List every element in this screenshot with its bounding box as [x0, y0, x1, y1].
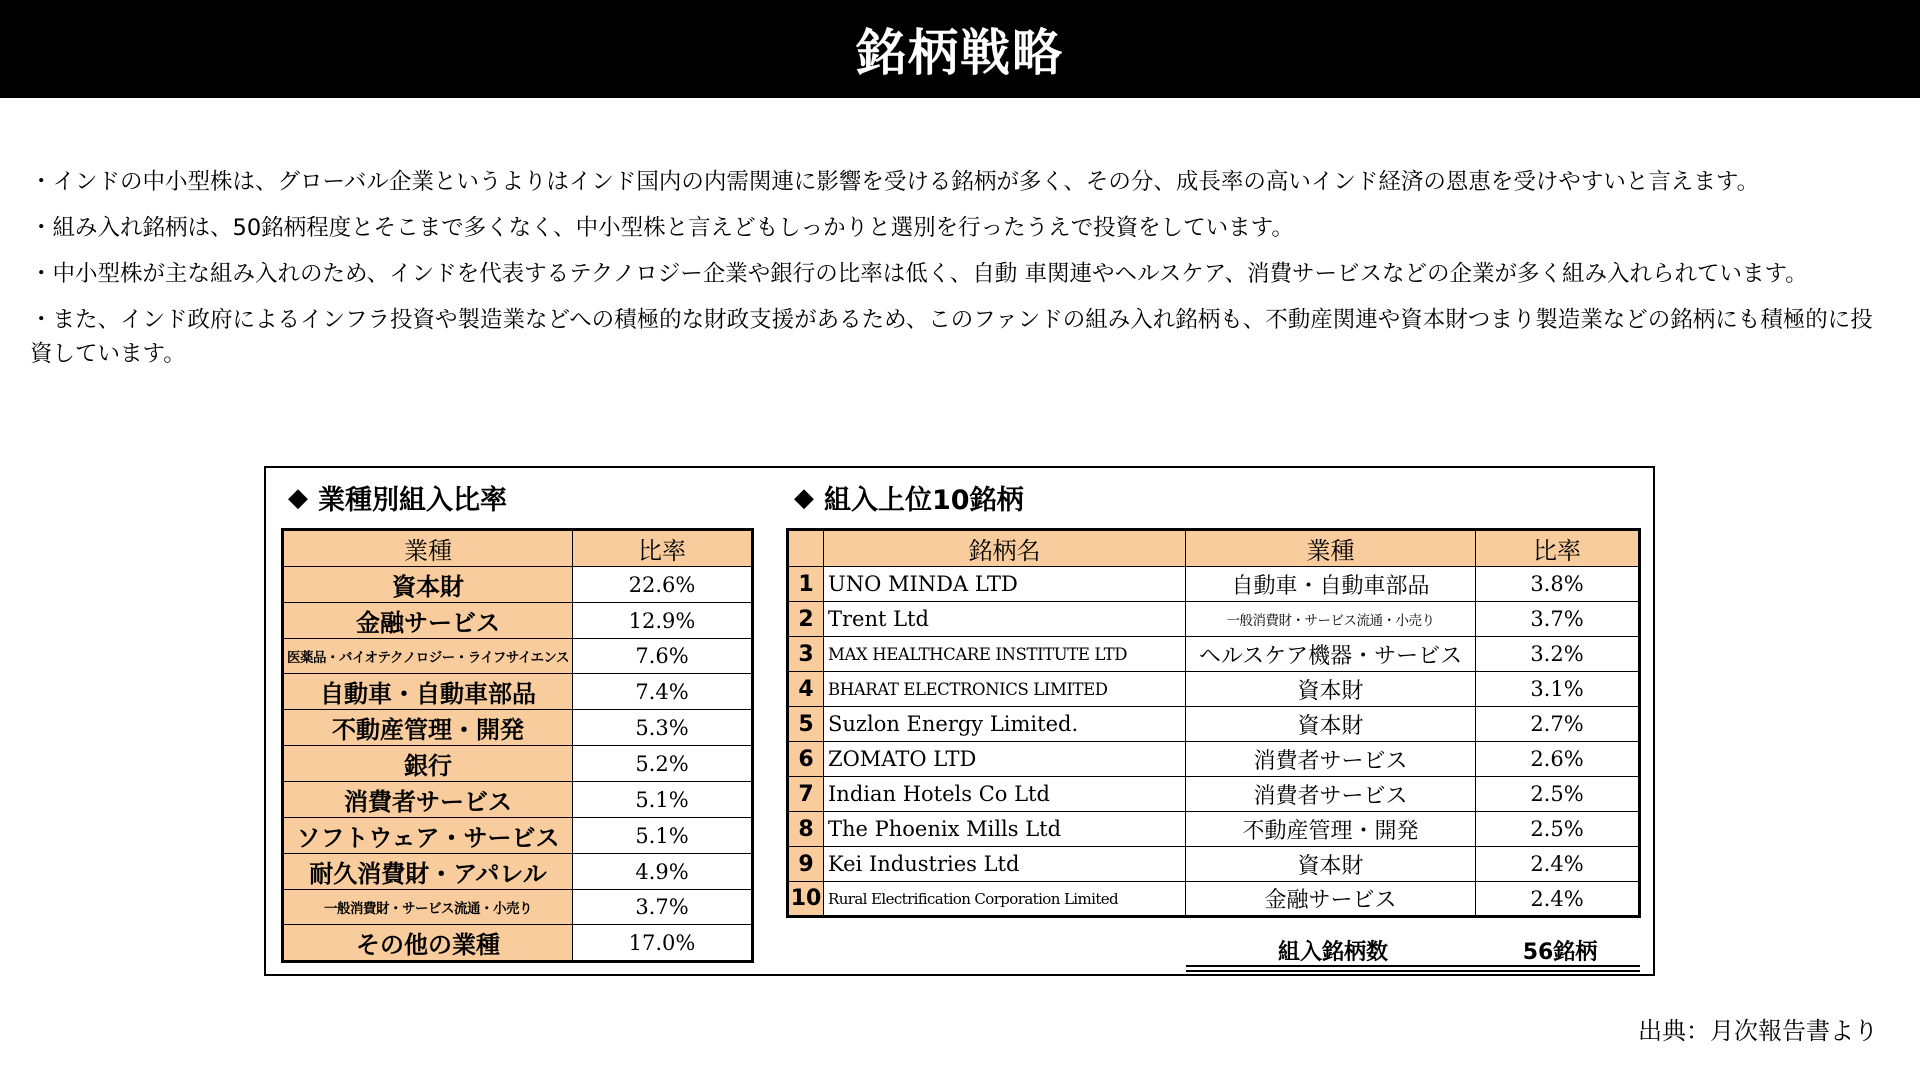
- table-row: 金融サービス 12.9%: [283, 603, 753, 639]
- column-header: 銘柄名: [824, 530, 1186, 567]
- column-header: 業種: [283, 530, 573, 567]
- table-row: 2 Trent Ltd 一般消費財・サービス流通・小売り 3.7%: [788, 602, 1640, 637]
- table-row: 資本財 22.6%: [283, 567, 753, 603]
- table-row: ソフトウェア・サービス 5.1%: [283, 818, 753, 854]
- column-header: 比率: [573, 530, 753, 567]
- double-underline: [1186, 965, 1640, 972]
- bullet-list: [30, 165, 1890, 383]
- source-note: 出典：月次報告書より: [1638, 1017, 1878, 1045]
- table-row: 10 Rural Electrification Corporation Limited 金融サービス 2.4%: [788, 882, 1640, 917]
- table-row: 5 Suzlon Energy Limited. 資本財 2.7%: [788, 707, 1640, 742]
- holdings-count-label: 組入銘柄数: [1277, 939, 1388, 965]
- column-header: 比率: [1476, 530, 1640, 567]
- diamond-icon: ◆: [794, 482, 814, 513]
- table-row: 9 Kei Industries Ltd 資本財 2.4%: [788, 847, 1640, 882]
- top-holdings-table: [786, 528, 1641, 918]
- table-row: 耐久消費財・アパレル 4.9%: [283, 854, 753, 890]
- table-row: 4 BHARAT ELECTRONICS LIMITED 資本財 3.1%: [788, 672, 1640, 707]
- table-row: 8 The Phoenix Mills Ltd 不動産管理・開発 2.5%: [788, 812, 1640, 847]
- table-header-row: [788, 530, 1640, 567]
- top-holdings-title: ◆ 組入上位10銘柄: [794, 482, 1024, 516]
- sector-allocation-table: [281, 528, 754, 963]
- bullet-item: ・また、インド政府によるインフラ投資や製造業などへの積極的な財政支援があるため、このファンドの組み入れ銘柄も、不動産関連や資本財つまり製造業などの銘柄にも積極的に投資しています。: [30, 307, 1873, 367]
- sector-allocation-title: ◆ 業種別組入比率: [288, 482, 507, 516]
- table-row: 3 MAX HEALTHCARE INSTITUTE LTD ヘルスケア機器・サービス 3.2%: [788, 637, 1640, 672]
- page-title-bar: [0, 0, 1920, 98]
- table-row: 不動産管理・開発 5.3%: [283, 710, 753, 746]
- table-row: 消費者サービス 5.1%: [283, 782, 753, 818]
- table-row: その他の業種 17.0%: [283, 925, 753, 962]
- bullet-item: ・インドの中小型株は、グローバル企業というよりはインド国内の内需関連に影響を受ける銘柄が多く、その分、成長率の高いインド経済の恩恵を受けやすいと言えます。: [30, 169, 1760, 195]
- bullet-item: ・組み入れ銘柄は、50銘柄程度とそこまで多くなく、中小型株と言えどもしっかりと選別を行ったうえで投資をしています。: [30, 215, 1294, 241]
- table-row: 7 Indian Hotels Co Ltd 消費者サービス 2.5%: [788, 777, 1640, 812]
- tables-panel: [264, 466, 1655, 976]
- table-row: 6 ZOMATO LTD 消費者サービス 2.6%: [788, 742, 1640, 777]
- column-header: [788, 530, 824, 567]
- table-row: 銀行 5.2%: [283, 746, 753, 782]
- holdings-count-value: 56銘柄: [1522, 939, 1598, 965]
- table-row: 医薬品・バイオテクノロジー・ライフサイエンス 7.6%: [283, 639, 753, 674]
- table-row: 自動車・自動車部品 7.4%: [283, 674, 753, 710]
- diamond-icon: ◆: [288, 482, 308, 513]
- bullet-item: ・中小型株が主な組み入れのため、インドを代表するテクノロジー企業や銀行の比率は低く、自動 車関連やヘルスケア、消費サービスなどの企業が多く組み入れられています。: [30, 261, 1808, 287]
- table-row: 一般消費財・サービス流通・小売り 3.7%: [283, 890, 753, 925]
- table-row: 1 UNO MINDA LTD 自動車・自動車部品 3.8%: [788, 567, 1640, 602]
- column-header: 業種: [1186, 530, 1476, 567]
- page-title: 銘柄戦略: [856, 24, 1064, 82]
- table-header-row: [283, 530, 753, 567]
